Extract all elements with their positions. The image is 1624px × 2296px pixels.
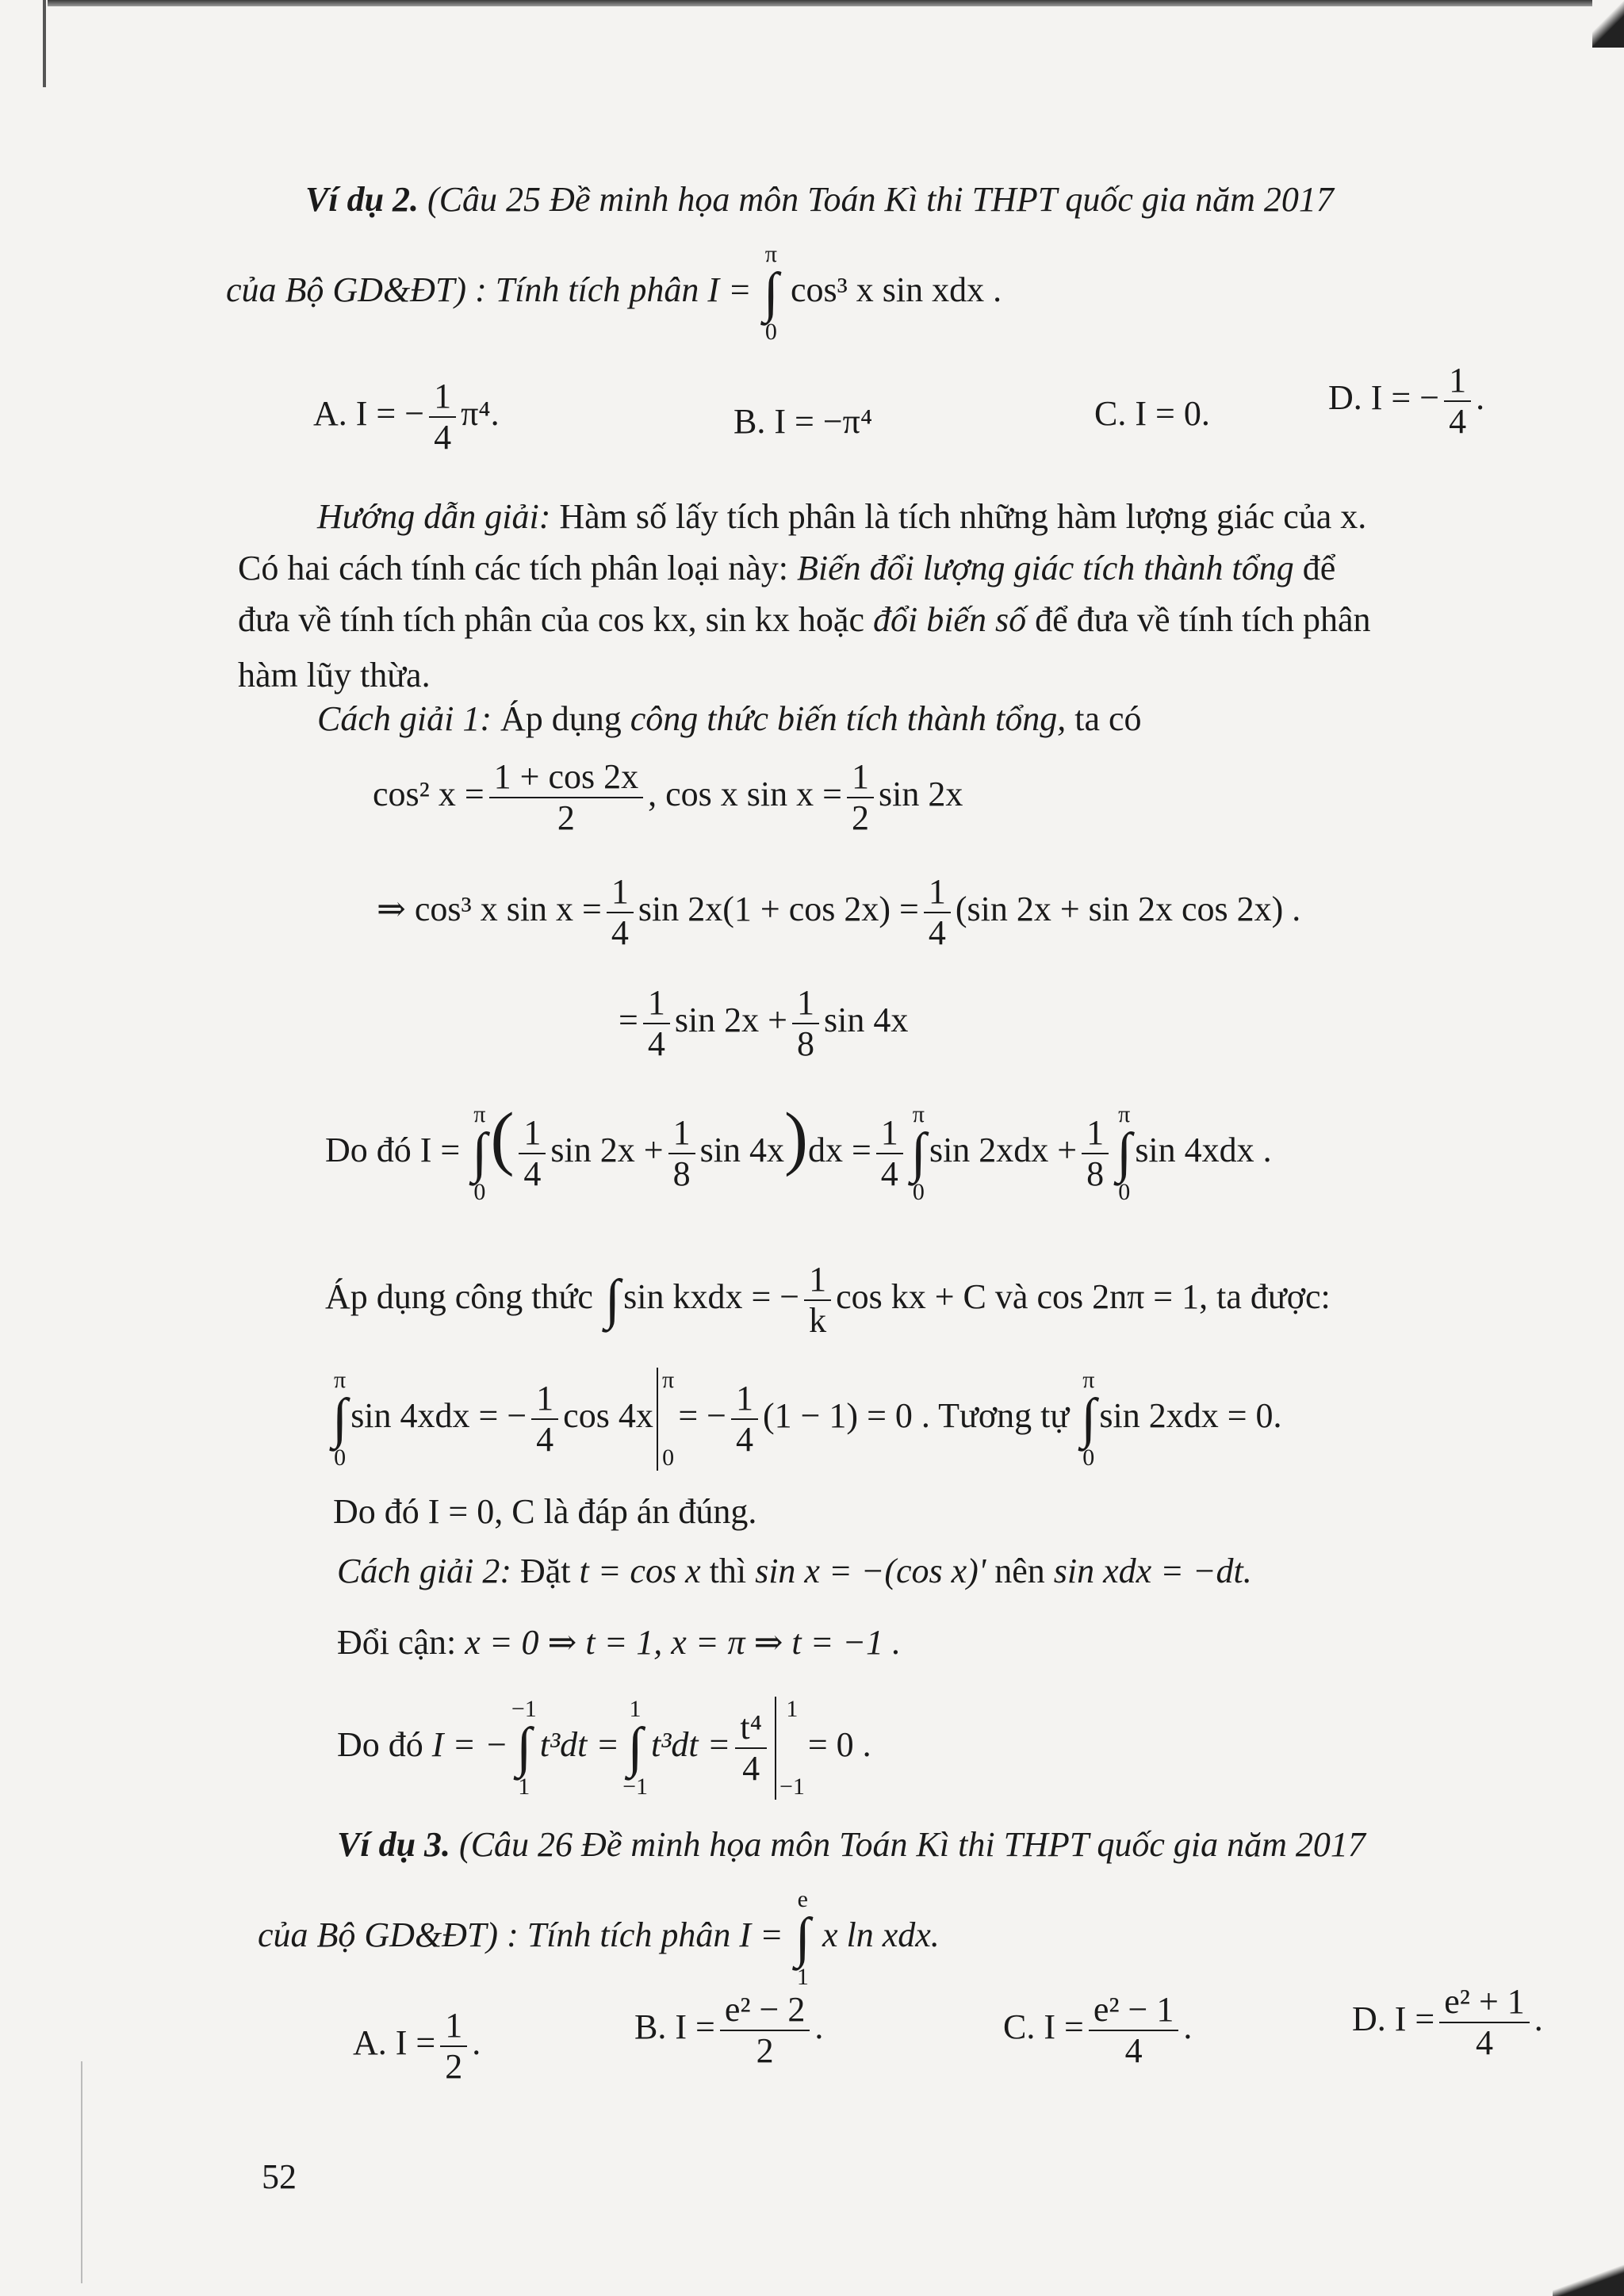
equation-4: Do đó I = π ∫ 0 ( $\frac{1}{4}$ sin 2x + $\frac{1}{8}$ sin 4x)dx = $\frac{1}{4}$ π ∫ 0 sin 2xdx + $\frac{1}{8}$ π ∫ 0 sin 4xdx . <box>325 1099 1272 1205</box>
equation-2: ⇒ cos³ x sin x = $\frac{1}{4}$ sin 2x(1 + cos 2x) = $\frac{1}{4}$ (sin 2x + sin 2x cos 2x) . <box>377 872 1301 952</box>
example-2-option-d: D. I = − $\frac{1}{4}$ . <box>1328 361 1485 441</box>
guide-line-4: hàm lũy thừa. <box>238 656 431 695</box>
page-corner-shadow <box>1592 0 1624 48</box>
guide-line-1: Hướng dẫn giải: Hàm số lấy tích phân là tích những hàm lượng giác của x. <box>317 497 1367 536</box>
example-2-option-b: B. I = −π⁴ <box>733 402 873 441</box>
method-2-line-2: Đổi cận: x = 0 ⇒ t = 1, x = π ⇒ t = −1 . <box>337 1623 902 1662</box>
example-3-option-d: D. I = $\frac{\text{e² + 1}}{4}$ . <box>1352 1982 1543 2062</box>
example-3-title: Ví dụ 3. <box>337 1825 451 1864</box>
guide-line-2: Có hai cách tính các tích phân loại này: Biến đổi lượng giác tích thành tổng để <box>238 549 1336 587</box>
example-2-title-line <box>305 178 1334 221</box>
example-3-option-c: C. I = $\frac{\text{e² − 1}}{4}$ . <box>1003 1990 1193 2070</box>
method-1-intro: Cách giải 1: Áp dụng công thức biến tích thành tổng, ta có <box>317 699 1142 738</box>
integral-sign: π ∫ 0 <box>763 241 779 345</box>
example-2-option-c: C. I = 0. <box>1094 394 1210 433</box>
method-1-conclusion: Do đó I = 0, C là đáp án đúng. <box>333 1492 757 1531</box>
example-3-option-b: B. I = $\frac{\text{e² − 2}}{2}$ . <box>634 1990 824 2070</box>
example-2-source: (Câu 25 Đề minh họa môn Toán Kì thi THPT quốc gia năm 2017 <box>427 180 1334 219</box>
page-binding-line <box>81 2061 82 2283</box>
equation-3: = $\frac{1}{4}$ sin 2x + $\frac{1}{8}$ sin 4x <box>619 983 909 1063</box>
method-2-line-3: Do đó I = − −1 ∫ 1 t³dt = 1 ∫ −1 t³dt = $\frac{\text{t⁴}}{4}$ 1 −1 = 0 . <box>337 1696 871 1800</box>
guide-line-3: đưa về tính tích phân của cos kx, sin kx hoặc đổi biến số để đưa về tính tích phân <box>238 600 1371 639</box>
example-3-option-a: A. I = $\frac{1}{2}$ . <box>353 2006 481 2086</box>
page-left-edge <box>43 0 46 87</box>
equation-5: π ∫ 0 sin 4xdx = − $\frac{1}{4}$ cos 4x π 0 = − $\frac{1}{4}$ (1 − 1) = 0 . Tương tự π ∫ 0 sin 2xdx = 0. <box>332 1367 1282 1471</box>
page-top-edge <box>48 0 1624 6</box>
page-corner-shadow-bottom <box>1553 2264 1624 2296</box>
apply-formula: Áp dụng công thức ∫ sin kxdx = − $\frac{1}{k}$ cos kx + C và cos 2nπ = 1, ta được: <box>325 1260 1331 1340</box>
equation-1: cos² x = $\frac{1 + \cos 2x}{2}$ , cos x sin x = $\frac{1}{2}$ sin 2x <box>373 757 963 837</box>
page-number: 52 <box>262 2157 297 2196</box>
example-3-question: của Bộ GD&ĐT) : Tính tích phân I = e ∫ 1 x ln xdx. <box>258 1886 940 1990</box>
example-3-source: (Câu 26 Đề minh họa môn Toán Kì thi THPT quốc gia năm 2017 <box>459 1825 1365 1864</box>
example-2-question: của Bộ GD&ĐT) : Tính tích phân I = π ∫ 0 cos³ x sin xdx . <box>226 241 1002 345</box>
example-2-title: Ví dụ 2. <box>305 180 419 219</box>
method-2-line-1: Cách giải 2: Đặt t = cos x thì sin x = −(cos x)' nên sin xdx = −dt. <box>337 1552 1252 1590</box>
example-2-option-a: A. I = − $\frac{1}{4}$ π⁴. <box>313 377 500 457</box>
example-3-title-line <box>337 1823 1365 1866</box>
